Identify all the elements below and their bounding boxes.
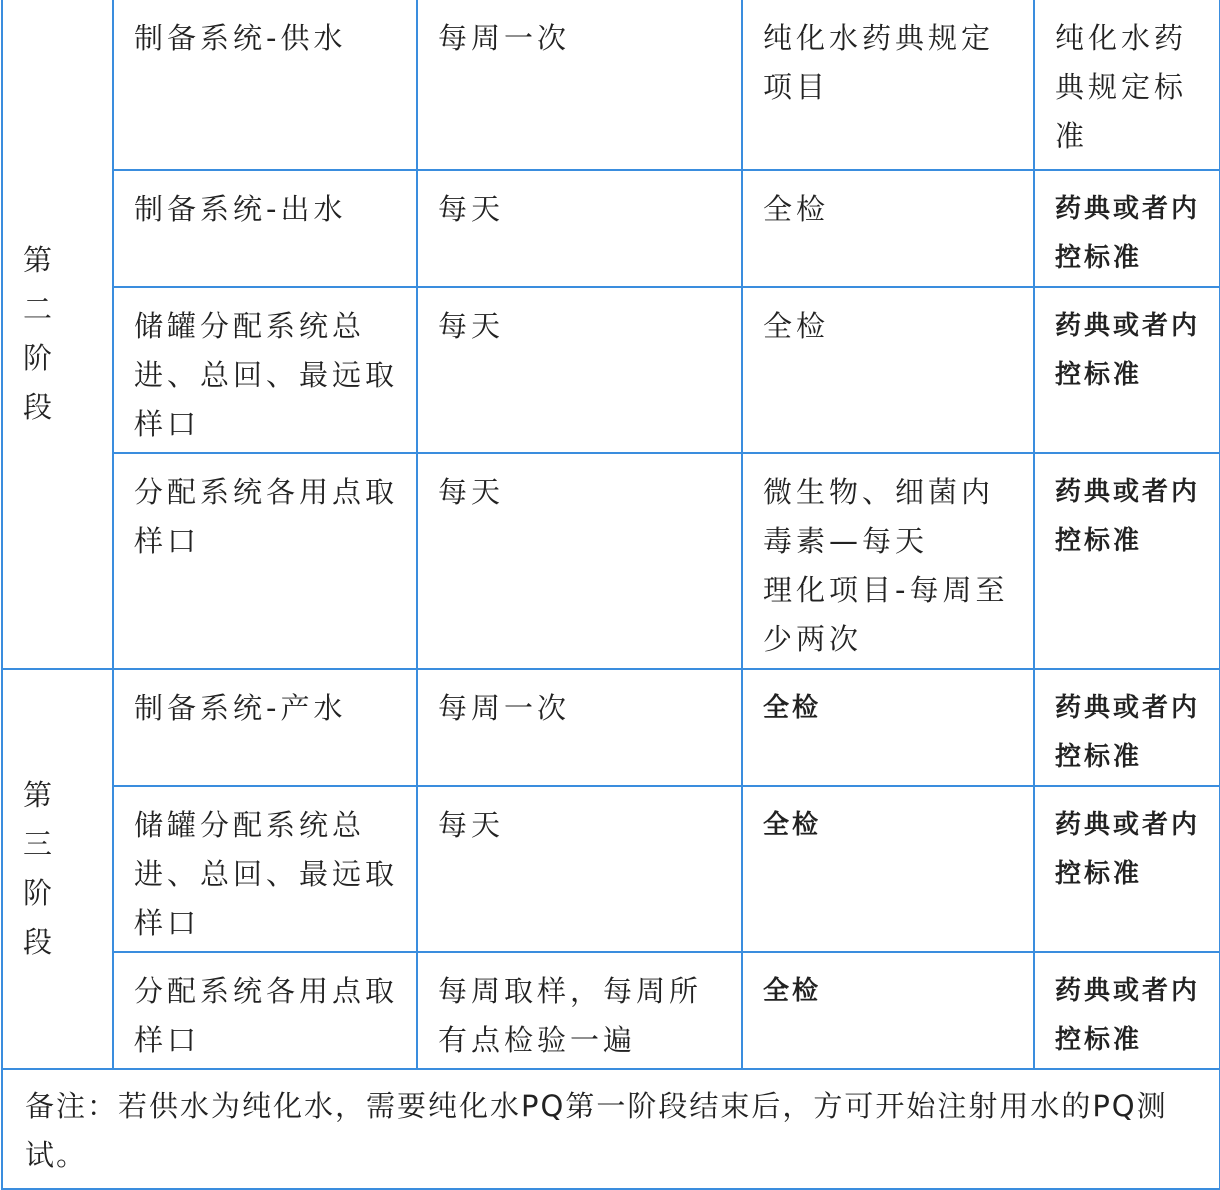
sampling-frequency: 每周一次 <box>417 669 742 786</box>
table-row <box>2 1069 1220 1189</box>
test-items-physchem: 理化项目-每周至少两次 <box>763 573 1009 656</box>
acceptance-standard: 药典或者内控标准 <box>1034 170 1220 287</box>
test-items: 全检 <box>742 952 1034 1069</box>
acceptance-standard: 药典或者内控标准 <box>1034 287 1220 453</box>
table-row <box>2 669 1220 786</box>
test-items-microbial: 微生物、细菌内毒素—每天 <box>763 475 995 558</box>
acceptance-standard: 纯化水药典规定标准 <box>1034 0 1220 170</box>
sampling-frequency: 每周取样，每周所有点检验一遍 <box>417 952 742 1069</box>
test-items: 全检 <box>742 669 1034 786</box>
sampling-location: 储罐分配系统总进、总回、最远取样口 <box>113 786 417 952</box>
table-row <box>2 453 1220 669</box>
table-row <box>2 786 1220 952</box>
acceptance-standard: 药典或者内控标准 <box>1034 786 1220 952</box>
table-note: 备注：若供水为纯化水，需要纯化水PQ第一阶段结束后，方可开始注射用水的PQ测试。 <box>2 1069 1220 1189</box>
table-row <box>2 952 1220 1069</box>
acceptance-standard: 药典或者内控标准 <box>1034 453 1220 669</box>
sampling-frequency: 每天 <box>417 170 742 287</box>
sampling-location: 制备系统-出水 <box>113 170 417 287</box>
sampling-location: 分配系统各用点取样口 <box>113 453 417 669</box>
sampling-location: 制备系统-产水 <box>113 669 417 786</box>
sampling-location: 制备系统-供水 <box>113 0 417 170</box>
test-items <box>742 453 1034 669</box>
acceptance-standard: 药典或者内控标准 <box>1034 669 1220 786</box>
table-row <box>2 287 1220 453</box>
sampling-frequency: 每天 <box>417 453 742 669</box>
test-items: 全检 <box>742 287 1034 453</box>
table-row <box>2 170 1220 287</box>
sampling-frequency: 每天 <box>417 786 742 952</box>
sampling-frequency: 每天 <box>417 287 742 453</box>
sampling-location: 分配系统各用点取样口 <box>113 952 417 1069</box>
table-row <box>2 0 1220 170</box>
stage-label-2: 第二阶段 <box>2 0 113 669</box>
stage-label-3: 第三阶段 <box>2 669 113 1069</box>
test-items: 全检 <box>742 786 1034 952</box>
sampling-frequency: 每周一次 <box>417 0 742 170</box>
acceptance-standard: 药典或者内控标准 <box>1034 952 1220 1069</box>
test-items: 全检 <box>742 170 1034 287</box>
test-items: 纯化水药典规定项目 <box>742 0 1034 170</box>
sampling-location: 储罐分配系统总进、总回、最远取样口 <box>113 287 417 453</box>
pq-sampling-table <box>1 0 1220 1190</box>
